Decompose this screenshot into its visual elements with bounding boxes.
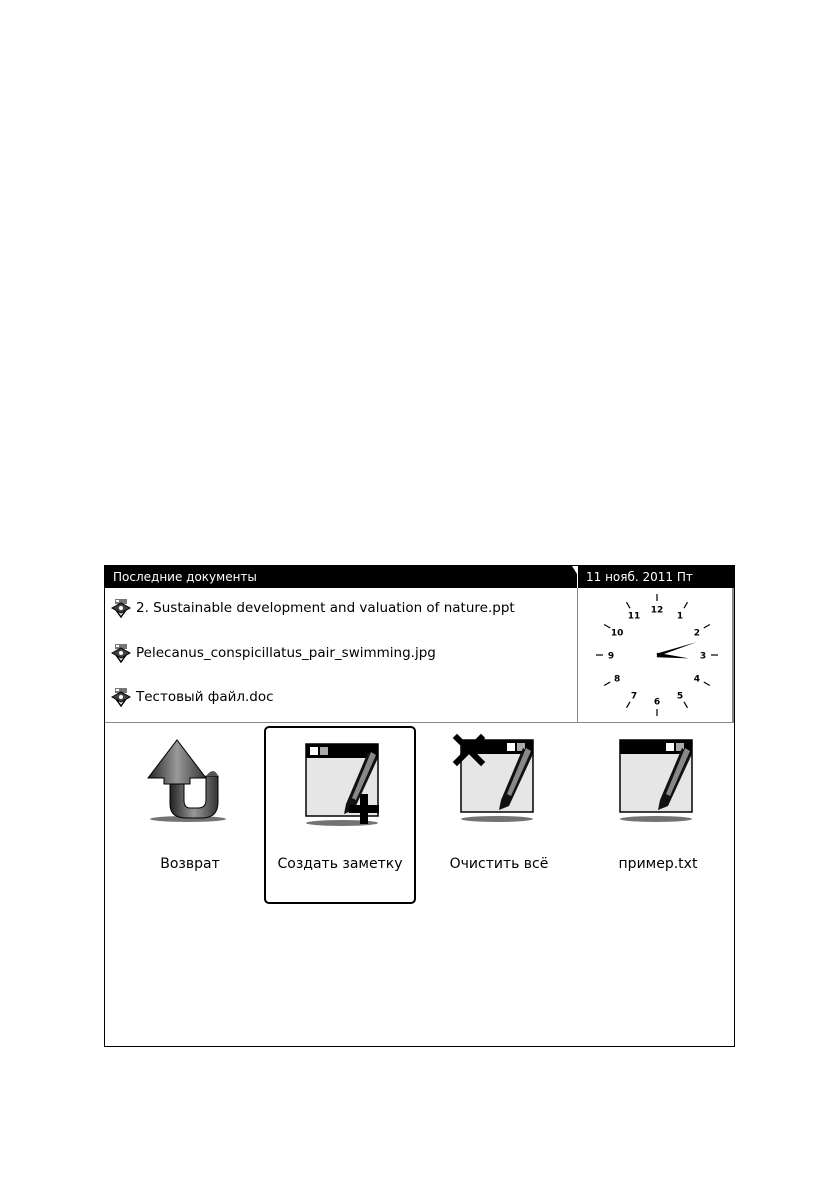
document-icon [110,642,132,664]
clock-tick [604,625,610,629]
clock-tick [604,682,610,686]
clear-all-label: Очистить всё [449,856,549,872]
create-note-label: Создать заметку [277,856,403,872]
section-divider [105,722,734,723]
recent-document-name: Pelecanus_conspicillatus_pair_swimming.jpg [136,645,436,661]
reader-home-screen [104,565,735,1047]
recent-document-name: Тестовый файл.doc [136,689,274,705]
clock-number: 6 [653,697,661,708]
clock-number: 1 [676,611,684,622]
recent-document-item[interactable] [110,641,436,665]
recent-document-name: 2. Sustainable development and valuation of nature.ppt [136,600,515,616]
create-note-button[interactable] [264,726,416,904]
clock-minute-hand [657,642,697,656]
clock-number: 10 [610,628,624,639]
clock-tick [704,682,710,686]
clock-number: 9 [607,651,615,662]
create-note-icon [266,728,418,858]
clock-tick [627,702,631,708]
datetime-header [578,566,734,588]
clock-tick [627,602,631,608]
clock-number: 8 [614,674,621,685]
clock-tick [684,602,688,608]
document-icon [110,597,132,619]
back-label: Возврат [160,856,220,872]
clock-number: 12 [650,605,664,616]
note-file-label: пример.txt [618,856,698,872]
clock-number: 4 [693,674,700,685]
recent-documents-title: Последние документы [113,570,257,584]
clock-number: 11 [627,611,641,622]
clear-all-icon [423,726,575,856]
clock-tick [684,702,688,708]
clear-all-button[interactable] [423,726,575,904]
recent-documents-list [105,588,577,722]
note-file-button[interactable] [582,726,734,904]
back-button[interactable] [114,726,266,904]
clock-number: 2 [693,628,700,639]
analog-clock [581,590,731,720]
clock-number: 3 [699,651,707,662]
recent-document-item[interactable] [110,596,515,620]
back-arrow-icon [114,726,266,856]
recent-documents-header [105,566,577,588]
clock-tick [704,625,710,629]
note-file-icon [582,726,734,856]
panel-divider [577,588,578,722]
document-icon [110,686,132,708]
clock-number: 7 [630,691,638,702]
recent-document-item[interactable] [110,685,274,709]
current-date: 11 нояб. 2011 Пт [586,570,693,584]
clock-number: 5 [676,691,684,702]
panel-divider [732,588,734,722]
